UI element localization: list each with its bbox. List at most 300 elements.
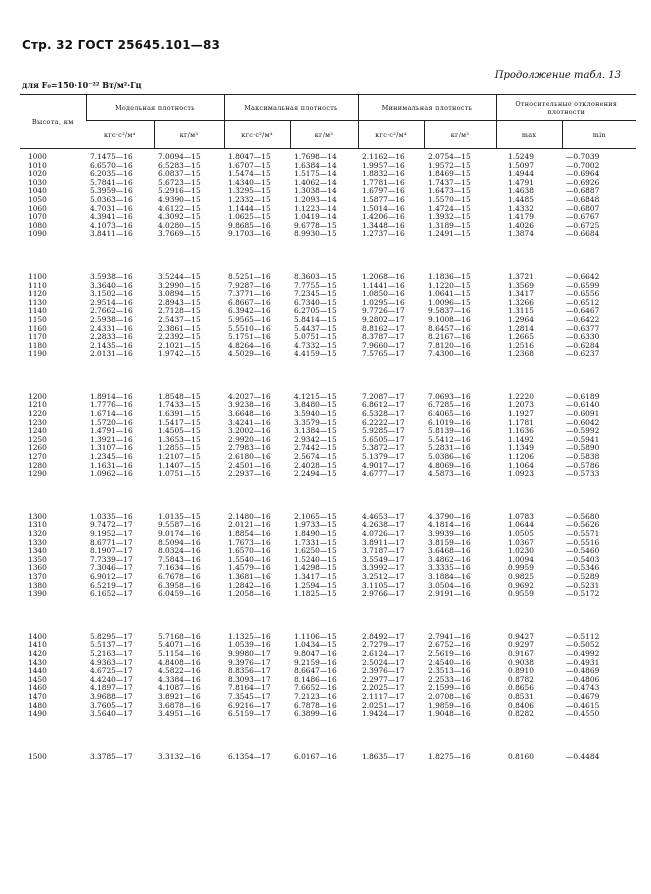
height-cell: 1240 [28,426,47,436]
value-cell: —0.6377 [566,323,600,333]
value-cell: 5.9285—17 [362,426,405,436]
value-cell: 6.2705—15 [294,306,337,316]
value-cell: —0.5052 [566,640,600,650]
value-cell: 2.4331—16 [90,323,133,333]
value-cell: 2.1480—16 [228,511,271,521]
height-column-header: Высота, км [20,95,86,149]
value-cell: 1.0644 [508,520,534,530]
value-cell: 8.5251—16 [228,271,271,281]
value-cell: 4.5029—16 [228,349,271,359]
height-cell: 1080 [28,220,47,230]
value-cell: 1.1927 [508,409,534,419]
value-cell: 1.8854—16 [228,529,271,538]
height-cell: 1130 [28,297,47,307]
value-cell: 0.9825 [508,571,534,581]
value-cell: 1.7433—15 [158,400,201,410]
value-cell: 4.7031—16 [90,203,133,213]
value-cell: —0.6767 [566,212,600,222]
value-cell: 5.3872—17 [362,443,405,453]
height-cell: 1110 [28,280,47,290]
value-cell: 1.5474—15 [228,169,271,179]
value-cell: 1.1349 [508,443,534,453]
value-cell: 2.1117—17 [362,691,405,701]
value-cell: 1.1636 [508,426,534,436]
value-cell: 7.5765—17 [362,349,405,359]
value-cell: 3.5938—16 [90,271,133,281]
value-cell: 1.6570—16 [228,546,271,556]
value-cell: 1.2737—16 [362,229,405,239]
value-cell: 4.1215—15 [294,391,337,401]
value-cell: 7.4300—16 [428,349,471,359]
table-row [20,350,636,359]
value-cell: 1.2855—15 [158,443,201,453]
value-cell: 6.9216—17 [228,700,271,710]
value-cell: 2.7662—16 [90,306,133,316]
value-cell: —0.7039 [566,152,600,161]
value-cell: 4.8408—16 [158,657,201,667]
value-cell: 2.9766—17 [362,589,405,599]
value-cell: 1.3115 [508,306,534,316]
value-cell: 4.0280—15 [158,220,201,230]
value-cell: 9.7726—17 [362,306,405,316]
table-continuation-note: Продолжение табл. 13 [494,70,621,81]
value-cell: 6.5328—17 [362,409,405,419]
value-cell: 1.3681—16 [228,571,271,581]
value-cell: 8.8356—17 [228,666,271,676]
height-cell: 1170 [28,332,47,342]
height-cell: 1040 [28,186,47,196]
value-cell: 1.7437—15 [428,177,471,187]
value-cell: 0.8282 [508,709,534,719]
value-cell: 2.5024—17 [362,657,405,667]
height-cell: 1260 [28,443,47,453]
value-cell: —0.4869 [566,666,600,676]
value-cell: 5.2163—17 [90,648,133,658]
height-cell: 1300 [28,511,47,521]
height-cell: 1270 [28,452,47,462]
unit-header: кг/м³ [154,121,224,149]
value-cell: 1.4485 [508,194,534,204]
value-cell: 1.0419—14 [294,212,337,222]
height-cell: 1440 [28,666,47,676]
value-cell: 7.3046—17 [90,563,133,573]
value-cell: 7.0094—15 [158,152,201,161]
value-cell: 2.6180—16 [228,452,271,462]
value-cell: 1.1064 [508,460,534,470]
value-cell: —0.6725 [566,220,600,230]
value-cell: 3.3132—16 [158,751,201,761]
value-cell: 2.9342—15 [294,434,337,444]
value-cell: 1.5097 [508,160,534,170]
value-cell: 1.4791 [508,177,534,187]
value-cell: 5.5510—16 [228,323,271,333]
value-cell: 2.2392—15 [158,332,201,342]
value-cell: —0.5172 [566,589,600,599]
value-cell: 6.3958—16 [158,580,201,590]
value-cell: —0.6964 [566,169,600,179]
value-cell: 1.4332 [508,203,534,213]
value-cell: 3.0894—15 [158,289,201,299]
value-cell: 3.3335—16 [428,563,471,573]
value-cell: 6.2222—17 [362,417,405,427]
value-cell: —0.6599 [566,280,600,290]
value-cell: 5.0363—16 [90,194,133,204]
height-cell: 1400 [28,631,47,641]
value-cell: 2.4028—15 [294,460,337,470]
value-cell: —0.6237 [566,349,600,359]
min-density-header: Минимальная плотность [358,95,496,121]
value-cell: —0.5346 [566,563,600,573]
value-cell: —0.4806 [566,674,600,684]
value-cell: 1.9859—16 [428,700,471,710]
value-cell: 2.0251—17 [362,700,405,710]
value-cell: 2.3861—15 [158,323,201,333]
value-cell: 2.1599—16 [428,683,471,693]
value-cell: 7.7755—15 [294,280,337,290]
value-cell: 9.0174—16 [158,529,201,538]
value-cell: —0.6091 [566,409,600,419]
value-cell: 6.8612—17 [362,400,405,410]
value-cell: 6.7678—16 [158,571,201,581]
value-cell: 1.2073 [508,400,534,410]
value-cell: 3.7187—17 [362,546,405,556]
value-cell: 1.4062—14 [294,177,337,187]
height-cell: 1430 [28,657,47,667]
value-cell: 6.1354—17 [228,751,271,761]
value-cell: 1.6707—15 [228,160,271,170]
value-cell: 1.4298—15 [294,563,337,573]
height-cell: 1150 [28,314,47,324]
value-cell: 1.1106—15 [294,631,337,641]
value-cell: 1.0295—16 [362,297,405,307]
height-cell: 1280 [28,460,47,470]
value-cell: 1.2964 [508,314,534,324]
value-cell: —0.6642 [566,271,600,281]
value-cell: 1.1206 [508,452,534,462]
value-cell: 3.9688—17 [90,691,133,701]
value-cell: 1.6391—15 [158,409,201,419]
value-cell: 3.7605—17 [90,700,133,710]
value-cell: 5.2916—15 [158,186,201,196]
value-cell: 1.1631—16 [90,460,133,470]
value-cell: 2.7983—16 [228,443,271,453]
value-cell: 7.7339—17 [90,554,133,564]
height-cell: 1210 [28,400,47,410]
value-cell: 1.1444—15 [228,203,271,213]
value-cell: 8.3093—17 [228,674,271,684]
value-cell: 1.4638 [508,186,534,196]
value-cell: 1.3417 [508,289,534,299]
value-cell: 7.1634—16 [158,563,201,573]
value-cell: 5.1379—17 [362,452,405,462]
value-cell: 5.6505—17 [362,434,405,444]
value-cell: 1.2345—16 [90,452,133,462]
value-cell: 2.4540—16 [428,657,471,667]
value-cell: —0.6284 [566,340,600,350]
value-cell: 3.2990—15 [158,280,201,290]
value-cell: 5.0386—16 [428,452,471,462]
height-cell: 1490 [28,709,47,719]
value-cell: 1.7331—15 [294,537,337,547]
value-cell: —0.5516 [566,537,600,547]
model-density-header: Модельная плотность [86,95,224,121]
value-cell: 5.9565—16 [228,314,271,324]
value-cell: 2.8943—15 [158,297,201,307]
relative-deviation-header: Относительные отклонения плотности [496,95,636,121]
height-cell: 1120 [28,289,47,299]
value-cell: 3.1502—16 [90,289,133,299]
value-cell: 1.0094 [508,554,534,564]
value-cell: 5.4071—16 [158,640,201,650]
value-cell: 1.2594—15 [294,580,337,590]
value-cell: —0.6189 [566,391,600,401]
value-cell: 4.3092—15 [158,212,201,222]
value-cell: —0.4615 [566,700,600,710]
value-cell: 1.6797—16 [362,186,405,196]
value-cell: 1.4179 [508,212,534,222]
value-cell: 1.1220—15 [428,280,471,290]
unit-header: кгс·с²/м⁴ [224,121,290,149]
value-cell: 1.2516 [508,340,534,350]
value-cell: 3.1884—16 [428,571,471,581]
value-cell: 2.6124—17 [362,648,405,658]
value-cell: 1.0751—15 [158,469,201,479]
value-cell: 8.2167—16 [428,332,471,342]
value-cell: 1.3189—15 [428,220,471,230]
value-cell: 6.2035—16 [90,169,133,179]
value-cell: 4.1897—17 [90,683,133,693]
value-cell: 4.5822—16 [158,666,201,676]
value-cell: 2.6752—16 [428,640,471,650]
value-cell: 6.0167—16 [294,751,337,761]
value-cell: 7.8164—17 [228,683,271,693]
value-cell: 1.2368 [508,349,534,359]
value-cell: 2.1162—16 [362,152,405,161]
value-cell: 4.7332—15 [294,340,337,350]
height-cell: 1140 [28,306,47,316]
value-cell: 1.1325—16 [228,631,271,641]
value-cell: 9.9980—17 [228,648,271,658]
value-cell: 7.0693—16 [428,391,471,401]
value-cell: 4.3384—16 [158,674,201,684]
value-cell: 1.2842—16 [228,580,271,590]
height-cell: 1060 [28,203,47,213]
value-cell: 3.9238—16 [228,400,271,410]
value-cell: 7.3545—17 [228,691,271,701]
value-cell: 3.5940—15 [294,409,337,419]
value-cell: —0.6887 [566,186,600,196]
value-cell: 1.3448—16 [362,220,405,230]
value-cell: 9.3976—17 [228,657,271,667]
value-cell: 0.9038 [508,657,534,667]
height-cell: 1450 [28,674,47,684]
value-cell: 1.2220 [508,391,534,401]
value-cell: 8.6457—16 [428,323,471,333]
value-cell: 5.8139—16 [428,426,471,436]
height-cell: 1500 [28,751,47,761]
height-cell: 1310 [28,520,47,530]
height-cell: 1320 [28,529,47,538]
max-density-header: Максимальная плотность [224,95,358,121]
value-cell: 3.5640—17 [90,709,133,719]
value-cell: —0.4931 [566,657,600,667]
value-cell: 3.5244—15 [158,271,201,281]
value-cell: 6.0837—15 [158,169,201,179]
value-cell: 3.4862—16 [428,554,471,564]
value-cell: 0.8531 [508,691,534,701]
value-cell: 1.0434—15 [294,640,337,650]
value-cell: 1.8914—16 [90,391,133,401]
value-cell: 5.2831—16 [428,443,471,453]
value-cell: 8.5094—16 [158,537,201,547]
value-cell: 1.8047—15 [228,152,271,161]
value-cell: 4.1814—16 [428,520,471,530]
value-cell: 4.9363—17 [90,657,133,667]
value-cell: 3.5549—17 [362,554,405,564]
height-cell: 1330 [28,537,47,547]
value-cell: 2.0708—16 [428,691,471,701]
value-cell: 5.4437—15 [294,323,337,333]
height-cell: 1180 [28,340,47,350]
value-cell: —0.5838 [566,452,600,462]
value-cell: 3.2512—17 [362,571,405,581]
value-cell: 2.1435—16 [90,340,133,350]
value-cell: 3.8911—17 [362,537,405,547]
value-cell: 6.6570—16 [90,160,133,170]
value-cell: 1.2058—16 [228,589,271,599]
value-cell: 4.1087—16 [158,683,201,693]
value-cell: 4.6725—17 [90,666,133,676]
value-cell: —0.5112 [566,631,600,641]
value-cell: 3.6878—16 [158,700,201,710]
value-cell: 5.7841—16 [90,177,133,187]
value-cell: 3.3992—17 [362,563,405,573]
value-cell: —0.5733 [566,469,600,479]
value-cell: —0.5941 [566,434,600,444]
value-cell: 4.8069—16 [428,460,471,470]
value-cell: 1.1441—16 [362,280,405,290]
value-cell: —0.5289 [566,571,600,581]
value-cell: 4.3941—16 [90,212,133,222]
value-cell: 1.2093—14 [294,194,337,204]
height-cell: 1050 [28,194,47,204]
value-cell: 8.8162—17 [362,323,405,333]
height-cell: 1160 [28,323,47,333]
value-cell: 5.5137—17 [90,640,133,650]
value-cell: 1.0850—16 [362,289,405,299]
height-cell: 1410 [28,640,47,650]
value-cell: 1.9957—16 [362,160,405,170]
value-cell: 6.7340—15 [294,297,337,307]
height-cell: 1480 [28,700,47,710]
value-cell: 1.9572—15 [428,160,471,170]
value-cell: 1.8275—16 [428,751,471,761]
value-cell: 5.1154—16 [158,648,201,658]
value-cell: 3.3579—15 [294,417,337,427]
value-cell: 6.7878—16 [294,700,337,710]
table-row [20,710,636,719]
value-cell: 2.4501—16 [228,460,271,470]
height-cell: 1020 [28,169,47,179]
value-cell: 6.8667—16 [228,297,271,307]
density-table [20,94,636,761]
value-cell: 4.8264—16 [228,340,271,350]
unit-header: кг/м³ [424,121,496,149]
value-cell: 4.1073—16 [90,220,133,230]
value-cell: 8.1907—17 [90,546,133,556]
value-cell: 2.2494—15 [294,469,337,479]
value-cell: 2.2937—16 [228,469,271,479]
value-cell: 2.0121—16 [228,520,271,530]
value-cell: —0.4743 [566,683,600,693]
value-cell: 1.3295—15 [228,186,271,196]
value-cell: 7.2345—15 [294,289,337,299]
value-cell: 2.9920—16 [228,434,271,444]
value-cell: 1.3417—15 [294,571,337,581]
value-cell: 1.2332—15 [228,194,271,204]
value-cell: 6.5159—17 [228,709,271,719]
value-cell: 3.6648—16 [228,409,271,419]
value-cell: 3.1105—17 [362,580,405,590]
value-cell: 1.2665 [508,332,534,342]
value-cell: 1.4026 [508,220,534,230]
value-cell: 7.9287—16 [228,280,271,290]
value-cell: 5.7168—16 [158,631,201,641]
value-cell: 9.1008—16 [428,314,471,324]
value-cell: 6.5219—17 [90,580,133,590]
height-cell: 1460 [28,683,47,693]
height-cell: 1090 [28,229,47,239]
height-cell: 1390 [28,589,47,599]
value-cell: —0.4484 [566,751,600,761]
value-cell: 1.8490—15 [294,529,337,538]
value-cell: 1.1781 [508,417,534,427]
value-cell: 5.5412—16 [428,434,471,444]
value-cell: 6.7285—16 [428,400,471,410]
value-cell: 4.4653—17 [362,511,405,521]
value-cell: 5.0751—15 [294,332,337,342]
table-row [20,753,636,762]
value-cell: 6.3942—16 [228,306,271,316]
value-cell: —0.5403 [566,554,600,564]
value-cell: —0.5571 [566,529,600,538]
value-cell: 1.0505 [508,529,534,538]
value-cell: 1.5570—15 [428,194,471,204]
height-cell: 1030 [28,177,47,187]
value-cell: 4.4240—17 [90,674,133,684]
value-cell: 1.5417—15 [158,417,201,427]
unit-header: min [562,121,636,149]
value-cell: 1.3107—16 [90,443,133,453]
value-cell: 1.9742—15 [158,349,201,359]
value-cell: 7.6652—16 [294,683,337,693]
value-cell: 0.8782 [508,674,534,684]
height-cell: 1000 [28,152,47,161]
unit-header: max [496,121,562,149]
height-cell: 1230 [28,417,47,427]
value-cell: 5.3959—16 [90,186,133,196]
value-cell: 0.9559 [508,589,534,599]
value-cell: 1.6473—15 [428,186,471,196]
value-cell: 2.2977—17 [362,674,405,684]
value-cell: 1.1223—14 [294,203,337,213]
value-cell: 0.8656 [508,683,534,693]
value-cell: 1.3266 [508,297,534,307]
value-cell: 6.4065—16 [428,409,471,419]
value-cell: 9.8047—16 [294,648,337,658]
value-cell: 3.2002—16 [228,426,271,436]
value-cell: 2.3513—16 [428,666,471,676]
